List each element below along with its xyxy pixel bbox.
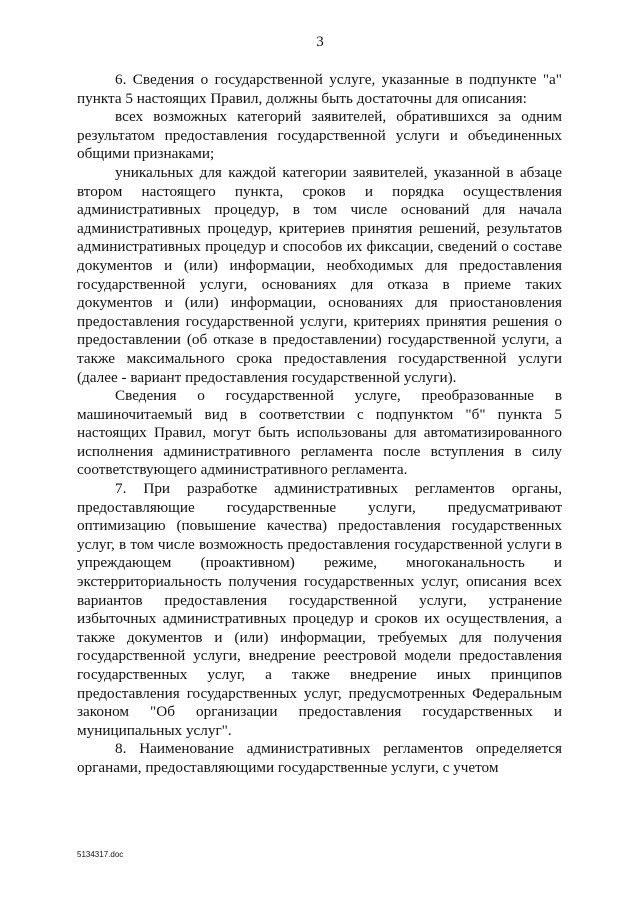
body-text (77, 71, 562, 778)
paragraph-applicant-categories: всех возможных категорий заявителей, обратившихся за одним результатом предоставления государственной услуги и объединенных общими признаками; (77, 108, 562, 163)
footer-filename: 5134317.doc (77, 850, 124, 859)
paragraph-item-6: 6. Сведения о государственной услуге, указанные в подпункте "а" пункта 5 настоящих Правил, должны быть достаточны для описания: (77, 71, 562, 107)
page-number: 3 (316, 34, 324, 50)
paragraph-machine-readable: Сведения о государственной услуге, преобразованные в машиночитаемый вид в соответствии с подпунктом "б" пункта 5 настоящих Правил, могут быть использованы для автоматизированного исполнения административного регламента после вступления в силу соответствующего административного регламента. (77, 387, 562, 479)
paragraph-item-8: 8. Наименование административных регламентов определяется органами, предоставляющими государственные услуги, с учетом (77, 740, 562, 776)
paragraph-unique-procedures: уникальных для каждой категории заявителей, указанной в абзаце втором настоящего пункта, сроков и порядка осуществления административных процедур, в том числе оснований для начала административных процедур, критериев принятия решений, результатов административных процедур и способов их фиксации, сведений о составе документов и (или) информации, необходимых для предоставления государственной услуги, основаниях для отказа в приеме таких документов и (или) информации, основаниях для приостановления предоставления государственной услуги, критериях принятия решения о предоставлении (об отказе в предоставлении) государственной услуги, а также максимального срока предоставления государственной услуги (далее - вариант предоставления государственной услуги). (77, 163, 562, 386)
paragraph-item-7: 7. При разработке административных регламентов органы, предоставляющие государственные услуги, предусматривают оптимизацию (повышение качества) предоставления государственных услуг, в том числе возможность предоставления государственной услуги в упреждающем (проактивном) режиме, многоканальность и экстерриториальность получения государственных услуг, описания всех вариантов предоставления государственной услуги, устранение избыточных административных процедур и сроков их осуществления, а также документов и (или) информации, требуемых для получения государственной услуги, внедрение реестровой модели предоставления государственных услуг, а также внедрение иных принципов предоставления государственных услуг, предусмотренных Федеральным законом "Об организации предоставления государственных и муниципальных услуг". (77, 480, 562, 739)
